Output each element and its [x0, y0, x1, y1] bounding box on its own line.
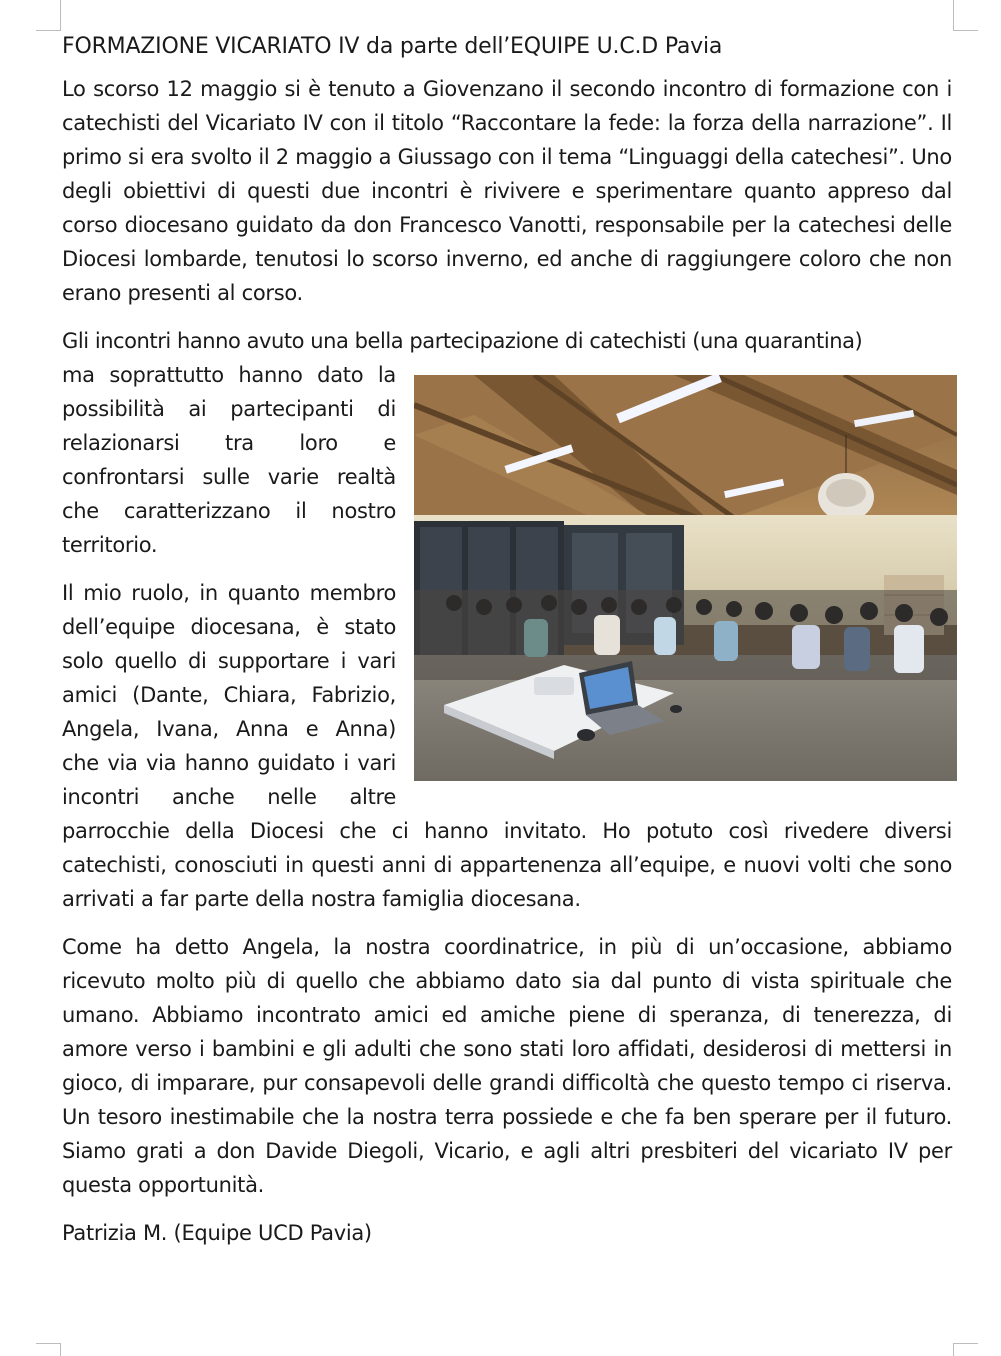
crop-mark-bottom-left	[36, 1343, 61, 1356]
article-title: FORMAZIONE VICARIATO IV da parte dell’EQUIPE U.C.D Pavia	[62, 34, 723, 59]
article	[62, 32, 952, 1264]
crop-mark-top-right	[953, 0, 978, 31]
paragraph-participation-line: Gli incontri hanno avuto una bella partecipazione di catechisti (una quarantina)	[62, 329, 863, 353]
paragraph-role: Il mio ruolo, in quanto membro dell’equipe diocesana, è stato solo quello di supportare i vari amici (Dante, Chiara, Fabrizio, Angela, Ivana, Anna e Anna) che via via hanno guidato i vari incontri anche nelle altre parrocchie della Diocesi che ci hanno invitato. Ho potuto così rivedere diversi catechisti, conosciuti in questi anni di appartenenza all’equipe, e nuovi volti che sono arrivati a far parte della nostra famiglia diocesana.	[62, 581, 952, 911]
paragraph-intro: Lo scorso 12 maggio si è tenuto a Giovenzano il secondo incontro di formazione con i catechisti del Vicariato IV con il titolo “Raccontare la fede: la forza della narrazione”. Il primo si era svolto il 2 maggio a Giussago con il tema “Linguaggi della catechesi”. Uno degli obiettivi di questi due incontri è rivivere e sperimentare quanto appreso dal corso diocesano guidato da don Francesco Vanotti, responsabile per la catechesi delle Diocesi lombarde, tenutosi lo scorso inverno, ed anche di raggiungere coloro che non erano presenti al corso.	[62, 77, 952, 305]
crop-mark-top-left	[36, 0, 61, 31]
paragraph-participation-rest: ma soprattutto hanno dato la possibilità ai partecipanti di relazionarsi tra loro e confrontarsi sulle varie realtà che caratterizzano il nostro territorio.	[62, 363, 396, 557]
crop-mark-bottom-right	[953, 1343, 978, 1356]
signature: Patrizia M. (Equipe UCD Pavia)	[62, 1221, 372, 1245]
meeting-photo	[414, 375, 957, 781]
wrapped-text-block	[62, 358, 952, 916]
paragraph-gratitude: Come ha detto Angela, la nostra coordinatrice, in più di un’occasione, abbiamo ricevuto molto più di quello che abbiamo dato sia dal punto di vista spirituale che umano. Abbiamo incontrato amici ed amiche piene di speranza, di tenerezza, di amore verso i bambini e gli adulti che sono stati loro affidati, desiderosi di mettersi in gioco, di imparare, pur consapevoli delle grandi difficoltà che questo tempo ci riserva. Un tesoro inestimabile che la nostra terra possiede e che fa ben sperare per il futuro. Siamo grati a don Davide Diegoli, Vicario, e agli altri presbiteri del vicariato IV per questa opportunità.	[62, 935, 952, 1197]
